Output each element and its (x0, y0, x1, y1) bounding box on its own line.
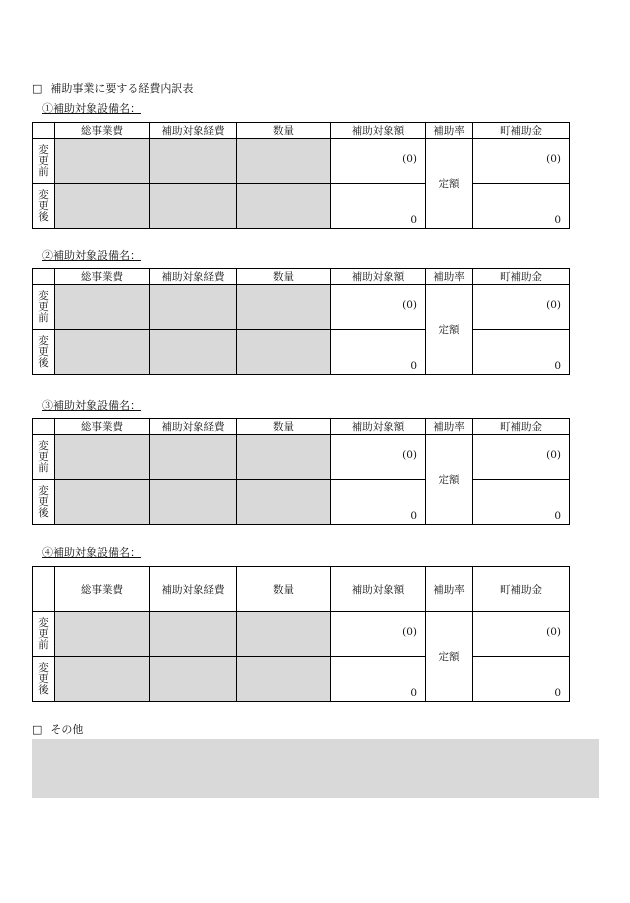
section-heading-other (32, 723, 83, 737)
header-eligible-amount: 補助対象額 (331, 419, 426, 435)
row-label-before: 変 更 前 (33, 612, 55, 657)
row-label-before: 変 更 前 (33, 285, 55, 330)
header-quantity: 数量 (237, 123, 331, 139)
header-subsidy-rate: 補助率 (426, 123, 473, 139)
header-eligible-cost: 補助対象経費 (150, 123, 237, 139)
total-cost-before-field[interactable] (55, 435, 150, 480)
total-cost-after-field[interactable] (55, 657, 150, 702)
header-quantity: 数量 (237, 567, 331, 612)
eligible-cost-after-field[interactable] (150, 657, 237, 702)
header-eligible-amount: 補助対象額 (331, 567, 426, 612)
eligible-amount-after: 0 (331, 657, 426, 702)
header-total-cost: 総事業費 (55, 567, 150, 612)
table-3 (32, 418, 570, 525)
eligible-cost-before-field[interactable] (150, 139, 237, 184)
quantity-before-field[interactable] (237, 612, 331, 657)
town-subsidy-before: (0) (473, 612, 570, 657)
header-eligible-cost: 補助対象経費 (150, 567, 237, 612)
row-label-after: 変 更 後 (33, 330, 55, 375)
eligible-cost-before-field[interactable] (150, 285, 237, 330)
row-label-after: 変 更 後 (33, 480, 55, 525)
quantity-before-field[interactable] (237, 285, 331, 330)
eligible-cost-after-field[interactable] (150, 480, 237, 525)
total-cost-after-field[interactable] (55, 330, 150, 375)
header-subsidy-rate: 補助率 (426, 419, 473, 435)
table-4-title: ④補助対象設備名： (42, 546, 141, 559)
quantity-after-field[interactable] (237, 657, 331, 702)
town-subsidy-after: 0 (473, 480, 570, 525)
eligible-amount-after: 0 (331, 330, 426, 375)
quantity-before-field[interactable] (237, 139, 331, 184)
header-town-subsidy: 町補助金 (473, 419, 570, 435)
quantity-after-field[interactable] (237, 480, 331, 525)
eligible-amount-before: (0) (331, 285, 426, 330)
subsidy-rate-cell: 定額 (426, 435, 473, 525)
total-cost-after-field[interactable] (55, 184, 150, 229)
header-quantity: 数量 (237, 419, 331, 435)
eligible-cost-before-field[interactable] (150, 612, 237, 657)
header-total-cost: 総事業費 (55, 269, 150, 285)
table-2-title: ②補助対象設備名： (42, 249, 141, 262)
header-quantity: 数量 (237, 269, 331, 285)
header-blank (33, 269, 55, 285)
header-total-cost: 総事業費 (55, 419, 150, 435)
eligible-amount-after: 0 (331, 480, 426, 525)
subsidy-rate-cell: 定額 (426, 612, 473, 702)
row-label-before: 変 更 前 (33, 139, 55, 184)
table-2 (32, 268, 570, 375)
subsidy-rate-cell: 定額 (426, 285, 473, 375)
header-eligible-cost: 補助対象経費 (150, 269, 237, 285)
eligible-amount-before: (0) (331, 612, 426, 657)
eligible-amount-after: 0 (331, 184, 426, 229)
checkbox-icon: □ (32, 82, 43, 95)
header-eligible-amount: 補助対象額 (331, 269, 426, 285)
total-cost-before-field[interactable] (55, 285, 150, 330)
row-label-after: 変 更 後 (33, 657, 55, 702)
table-1 (32, 122, 570, 229)
header-subsidy-rate: 補助率 (426, 567, 473, 612)
total-cost-after-field[interactable] (55, 480, 150, 525)
header-total-cost: 総事業費 (55, 123, 150, 139)
eligible-cost-after-field[interactable] (150, 184, 237, 229)
section-heading-breakdown (32, 82, 193, 96)
total-cost-before-field[interactable] (55, 612, 150, 657)
subsidy-rate-cell: 定額 (426, 139, 473, 229)
town-subsidy-before: (0) (473, 435, 570, 480)
section-heading-text: 補助事業に要する経費内訳表 (50, 82, 194, 95)
town-subsidy-before: (0) (473, 139, 570, 184)
table-1-title: ①補助対象設備名： (42, 102, 141, 115)
row-label-before: 変 更 前 (33, 435, 55, 480)
town-subsidy-after: 0 (473, 330, 570, 375)
header-subsidy-rate: 補助率 (426, 269, 473, 285)
table-3-title: ③補助対象設備名： (42, 399, 141, 412)
eligible-cost-before-field[interactable] (150, 435, 237, 480)
header-blank (33, 419, 55, 435)
header-eligible-cost: 補助対象経費 (150, 419, 237, 435)
table-4 (32, 566, 570, 702)
header-eligible-amount: 補助対象額 (331, 123, 426, 139)
row-label-after: 変 更 後 (33, 184, 55, 229)
header-blank (33, 567, 55, 612)
town-subsidy-after: 0 (473, 657, 570, 702)
header-blank (33, 123, 55, 139)
header-town-subsidy: 町補助金 (473, 269, 570, 285)
quantity-after-field[interactable] (237, 184, 331, 229)
eligible-cost-after-field[interactable] (150, 330, 237, 375)
total-cost-before-field[interactable] (55, 139, 150, 184)
section-heading-other-text: その他 (50, 723, 84, 736)
eligible-amount-before: (0) (331, 139, 426, 184)
header-town-subsidy: 町補助金 (473, 567, 570, 612)
header-town-subsidy: 町補助金 (473, 123, 570, 139)
quantity-before-field[interactable] (237, 435, 331, 480)
eligible-amount-before: (0) (331, 435, 426, 480)
other-notes-field[interactable] (32, 739, 599, 798)
town-subsidy-before: (0) (473, 285, 570, 330)
quantity-after-field[interactable] (237, 330, 331, 375)
town-subsidy-after: 0 (473, 184, 570, 229)
checkbox-icon: □ (32, 723, 43, 736)
